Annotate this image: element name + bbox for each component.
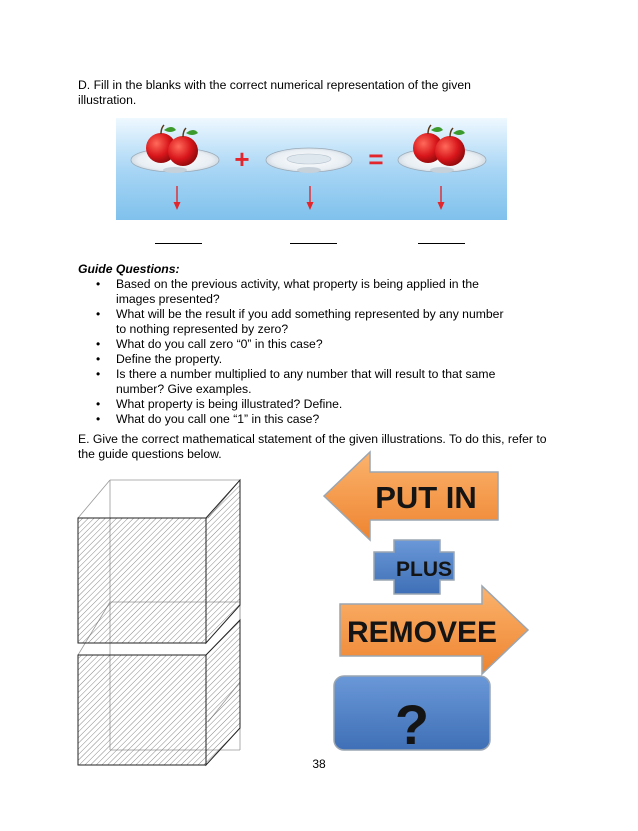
- guide-question: • What do you call zero “0” in this case?: [96, 337, 516, 352]
- section-e-instruction: E. Give the correct mathematical statement of the given illustrations. To do this, refer to the guide questions below.: [78, 432, 547, 461]
- guide-question: • Based on the previous activity, what property is being applied in the images presented?: [96, 277, 516, 307]
- removee-arrow: [340, 586, 528, 674]
- apple-icon: [435, 136, 465, 166]
- answer-blank-2[interactable]: [290, 243, 337, 244]
- equals-sign: =: [368, 144, 384, 174]
- guide-question: • What will be the result if you add something represented by any number to nothing represented by zero?: [96, 307, 516, 337]
- question-mark: ?: [394, 693, 430, 754]
- page-number: 38: [312, 757, 326, 771]
- plus-label: PLUS: [395, 558, 453, 581]
- operation-shapes: [322, 448, 532, 754]
- stacked-cubes-illustration: [74, 470, 264, 770]
- section-d-instruction: D. Fill in the blanks with the correct numerical representation of the given illustration.: [78, 78, 471, 107]
- guide-question: • What property is being illustrated? Define.: [96, 397, 516, 412]
- removee-label: REMOVEE: [346, 616, 498, 649]
- answer-blank-1[interactable]: [155, 243, 202, 244]
- addition-illustration: [116, 118, 507, 220]
- guide-question: • What do you call one “1” in this case?: [96, 412, 516, 427]
- answer-blank-3[interactable]: [418, 243, 465, 244]
- put-in-arrow: [324, 452, 498, 540]
- guide-question: • Is there a number multiplied to any number that will result to that same number? Give examples.: [96, 367, 516, 397]
- guide-questions-list: [96, 277, 516, 427]
- guide-question: • Define the property.: [96, 352, 516, 367]
- plus-sign: +: [234, 144, 250, 174]
- guide-questions-title: Guide Questions:: [78, 262, 180, 276]
- put-in-label: PUT IN: [375, 480, 477, 515]
- plus-cross: [374, 540, 454, 594]
- hatched-cube-top: [78, 480, 240, 643]
- apple-icon: [168, 136, 198, 166]
- question-box: [334, 676, 490, 754]
